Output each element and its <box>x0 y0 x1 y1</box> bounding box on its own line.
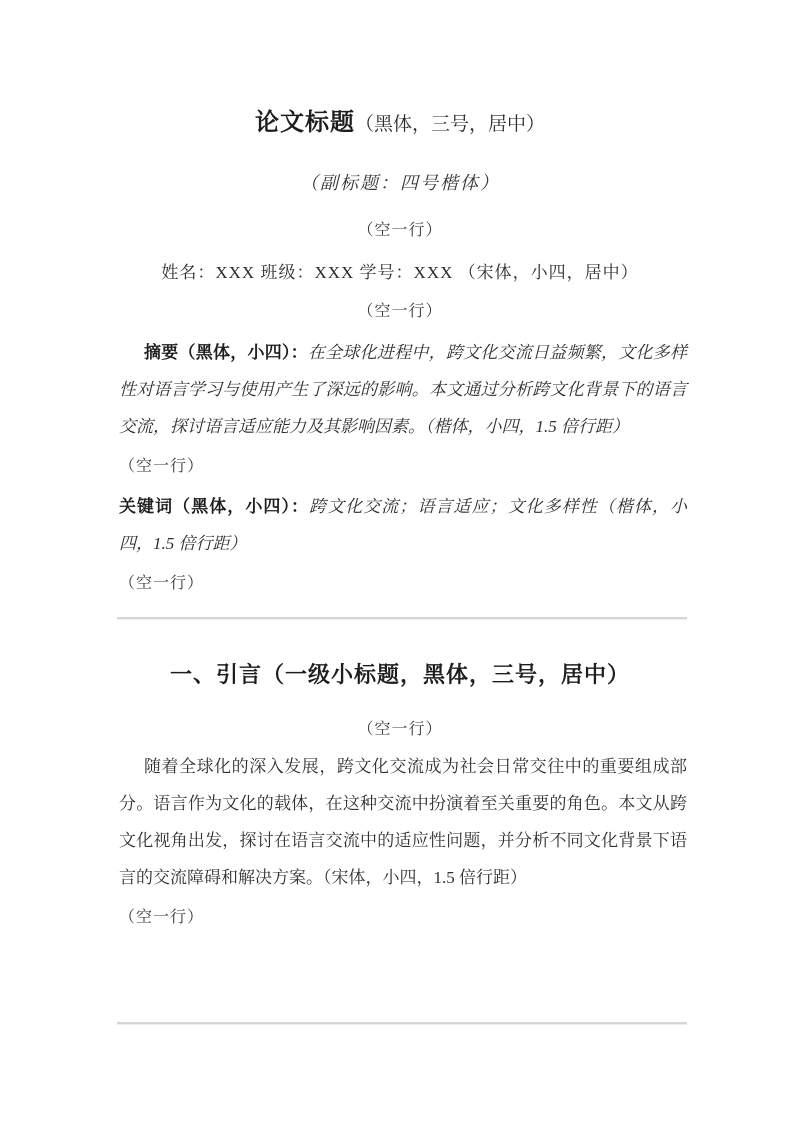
page-title-text: 论文标题 <box>254 109 355 136</box>
keywords-text: 跨文化交流；语言适应；文化多样性（楷体，小四，1.5 倍行距） <box>119 497 688 553</box>
abstract-paragraph <box>119 334 687 445</box>
blank-line-marker: （空一行） <box>119 575 205 592</box>
keywords-label: 关键词（黑体，小四）： <box>119 497 310 516</box>
page-bottom-divider <box>117 1022 687 1025</box>
subtitle: （副标题：四号楷体） <box>300 173 500 193</box>
section-body-paragraph: 随着全球化的深入发展，跨文化交流成为社会日常交往中的重要组成部分。语言作为文化的载体，在这种交流中扮演着至关重要的角色。本文从跨文化视角出发，探讨在语言交流中的适应性问题，并分析不同文化背景下语言的交流障碍和解决方案。（宋体，小四，1.5 倍行距） <box>119 757 687 887</box>
blank-line-marker: （空一行） <box>357 721 443 738</box>
keywords-paragraph <box>119 488 687 562</box>
section-divider <box>117 617 687 620</box>
author-line: 姓名：XXX 班级：XXX 学号：XXX （宋体，小四，居中） <box>161 263 639 282</box>
blank-line-marker: （空一行） <box>357 222 443 239</box>
abstract-label: 摘要（黑体，小四）： <box>144 343 308 362</box>
page-title <box>0 102 800 137</box>
page-title-format-note: （黑体，三号，居中） <box>354 114 545 135</box>
abstract-text: 在全球化进程中，跨文化交流日益频繁，文化多样性对语言学习与使用产生了深远的影响。本文通过分析跨文化背景下的语言交流，探讨语言适应能力及其影响因素。（楷体，小四，1.5 倍行距） <box>119 343 688 436</box>
blank-line-marker: （空一行） <box>357 303 443 320</box>
section-heading: 一、引言（一级小标题，黑体，三号，居中） <box>169 662 630 687</box>
blank-line-marker: （空一行） <box>119 909 205 926</box>
blank-line-marker: （空一行） <box>119 458 205 475</box>
